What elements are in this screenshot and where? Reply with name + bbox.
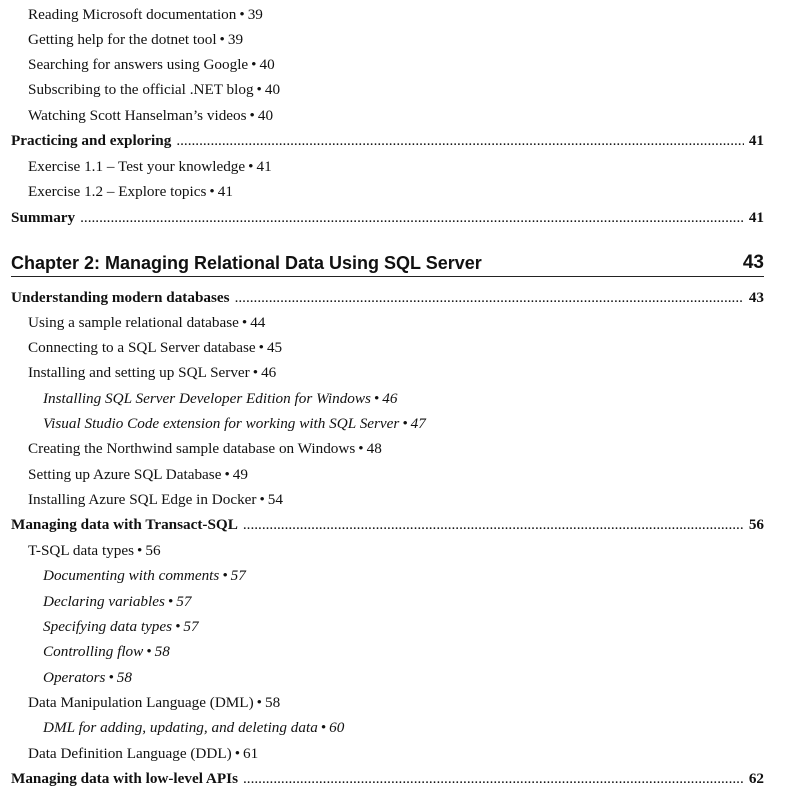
- entry-page: 47: [410, 415, 426, 432]
- bullet: •: [167, 593, 174, 610]
- section-page: 41: [748, 209, 764, 226]
- toc-entry[interactable]: [28, 462, 800, 487]
- entry-title: Installing and setting up SQL Server: [28, 364, 250, 381]
- toc-entry[interactable]: [28, 538, 800, 563]
- toc-subentry[interactable]: [43, 589, 800, 614]
- section-title: Managing data with low-level APIs: [11, 770, 238, 787]
- entry-page: 45: [266, 339, 283, 356]
- toc-entry[interactable]: [28, 179, 800, 204]
- entry-title: Visual Studio Code extension for working with SQL Server: [43, 415, 400, 432]
- bullet: •: [248, 158, 254, 175]
- dot-leader: [80, 205, 744, 230]
- toc-section-tsql[interactable]: [11, 512, 764, 537]
- entry-page: 40: [264, 81, 281, 98]
- toc-entry[interactable]: [28, 52, 800, 77]
- toc-entry[interactable]: [28, 690, 800, 715]
- toc-entry[interactable]: [28, 741, 800, 766]
- bullet: •: [256, 694, 262, 711]
- chapter-page: 43: [742, 252, 764, 273]
- toc-entry[interactable]: [28, 2, 800, 27]
- bullet: •: [239, 6, 245, 23]
- entry-page: 54: [267, 491, 283, 508]
- entry-title: Reading Microsoft documentation: [28, 6, 237, 23]
- bullet: •: [252, 364, 259, 381]
- entry-title: Data Definition Language (DDL): [28, 745, 232, 762]
- bullet: •: [137, 542, 143, 559]
- bullet: •: [256, 81, 262, 98]
- entry-title: Connecting to a SQL Server database: [28, 339, 256, 356]
- toc-subentry[interactable]: [43, 665, 800, 690]
- chapter-title: Chapter 2: Managing Relational Data Using SQL Server: [11, 253, 482, 273]
- toc-section-practicing[interactable]: [11, 128, 764, 153]
- entry-title: Specifying data types: [43, 618, 173, 635]
- entry-page: 56: [145, 542, 161, 559]
- dot-leader: [176, 128, 744, 153]
- entry-page: 40: [257, 107, 274, 124]
- entry-page: 60: [329, 719, 345, 736]
- entry-title: Setting up Azure SQL Database: [28, 466, 222, 483]
- toc-subentry[interactable]: [43, 411, 800, 436]
- entry-title: Exercise 1.2 – Explore topics: [28, 183, 207, 200]
- entry-title: Subscribing to the official .NET blog: [28, 81, 254, 98]
- chapter-heading[interactable]: [11, 248, 764, 277]
- bullet: •: [320, 719, 327, 736]
- toc-entry[interactable]: [28, 436, 800, 461]
- entry-page: 57: [230, 567, 246, 584]
- entry-title: Declaring variables: [43, 593, 165, 610]
- section-title: Understanding modern databases: [11, 289, 230, 306]
- entry-title: Creating the Northwind sample database on Windows: [28, 440, 356, 457]
- toc-subentry[interactable]: [43, 614, 800, 639]
- toc-subentry[interactable]: [43, 639, 800, 664]
- entry-page: 46: [382, 390, 398, 407]
- section-page: 43: [748, 289, 764, 306]
- entry-page: 58: [154, 643, 170, 660]
- entry-title: Exercise 1.1 – Test your knowledge: [28, 158, 246, 175]
- section-title: Summary: [11, 209, 76, 226]
- entry-page: 40: [259, 56, 275, 73]
- toc-subentry[interactable]: [43, 715, 800, 740]
- entry-page: 46: [261, 364, 277, 381]
- toc-section-lowlevel[interactable]: [11, 766, 764, 791]
- toc-entry[interactable]: [28, 103, 800, 128]
- toc-subentry[interactable]: [43, 563, 800, 588]
- toc-entry[interactable]: [28, 335, 800, 360]
- dot-leader: [243, 512, 744, 537]
- entry-title: Getting help for the dotnet tool: [28, 31, 217, 48]
- bullet: •: [259, 491, 265, 508]
- entry-title: Controlling flow: [43, 643, 144, 660]
- entry-page: 44: [250, 314, 266, 331]
- bullet: •: [241, 314, 248, 331]
- bullet: •: [146, 643, 152, 660]
- toc-entry[interactable]: [28, 27, 800, 52]
- section-page: 41: [748, 132, 764, 149]
- entry-title: Documenting with comments: [43, 567, 220, 584]
- entry-title: Data Manipulation Language (DML): [28, 694, 254, 711]
- entry-page: 57: [176, 593, 192, 610]
- entry-title: DML for adding, updating, and deleting data: [43, 719, 318, 736]
- toc-entry[interactable]: [28, 360, 800, 385]
- entry-page: 58: [264, 694, 281, 711]
- toc-entry[interactable]: [28, 154, 800, 179]
- toc-section-understanding[interactable]: [11, 285, 764, 310]
- toc-section-summary[interactable]: [11, 205, 764, 230]
- bullet: •: [209, 183, 215, 200]
- toc-entry[interactable]: [28, 310, 800, 335]
- section-title: Practicing and exploring: [11, 132, 172, 149]
- entry-page: 41: [256, 158, 272, 175]
- bullet: •: [224, 466, 230, 483]
- entry-page: 58: [116, 669, 132, 686]
- bullet: •: [249, 107, 255, 124]
- bullet: •: [108, 669, 114, 686]
- section-title: Managing data with Transact-SQL: [11, 516, 238, 533]
- bullet: •: [219, 31, 225, 48]
- bullet: •: [222, 567, 228, 584]
- dot-leader: [235, 285, 744, 310]
- entry-title: Using a sample relational database: [28, 314, 239, 331]
- entry-title: T-SQL data types: [28, 542, 135, 559]
- entry-page: 49: [232, 466, 248, 483]
- entry-page: 41: [217, 183, 233, 200]
- bullet: •: [234, 745, 241, 762]
- entry-page: 39: [227, 31, 244, 48]
- bullet: •: [251, 56, 257, 73]
- entry-page: 61: [243, 745, 259, 762]
- bullet: •: [258, 339, 264, 356]
- toc-entry[interactable]: [28, 487, 800, 512]
- entry-title: Installing SQL Server Developer Edition for Windows: [43, 390, 371, 407]
- dot-leader: [243, 766, 744, 791]
- toc-subentry[interactable]: [43, 386, 800, 411]
- toc-entry[interactable]: [28, 77, 800, 102]
- bullet: •: [402, 415, 408, 432]
- entry-title: Searching for answers using Google: [28, 56, 249, 73]
- section-page: 62: [748, 770, 764, 787]
- entry-title: Watching Scott Hanselman’s videos: [28, 107, 247, 124]
- entry-page: 57: [183, 618, 199, 635]
- bullet: •: [175, 618, 181, 635]
- section-page: 56: [748, 516, 764, 533]
- entry-title: Operators: [43, 669, 106, 686]
- entry-page: 48: [366, 440, 382, 457]
- entry-title: Installing Azure SQL Edge in Docker: [28, 491, 257, 508]
- entry-page: 39: [247, 6, 263, 23]
- bullet: •: [358, 440, 364, 457]
- bullet: •: [373, 390, 380, 407]
